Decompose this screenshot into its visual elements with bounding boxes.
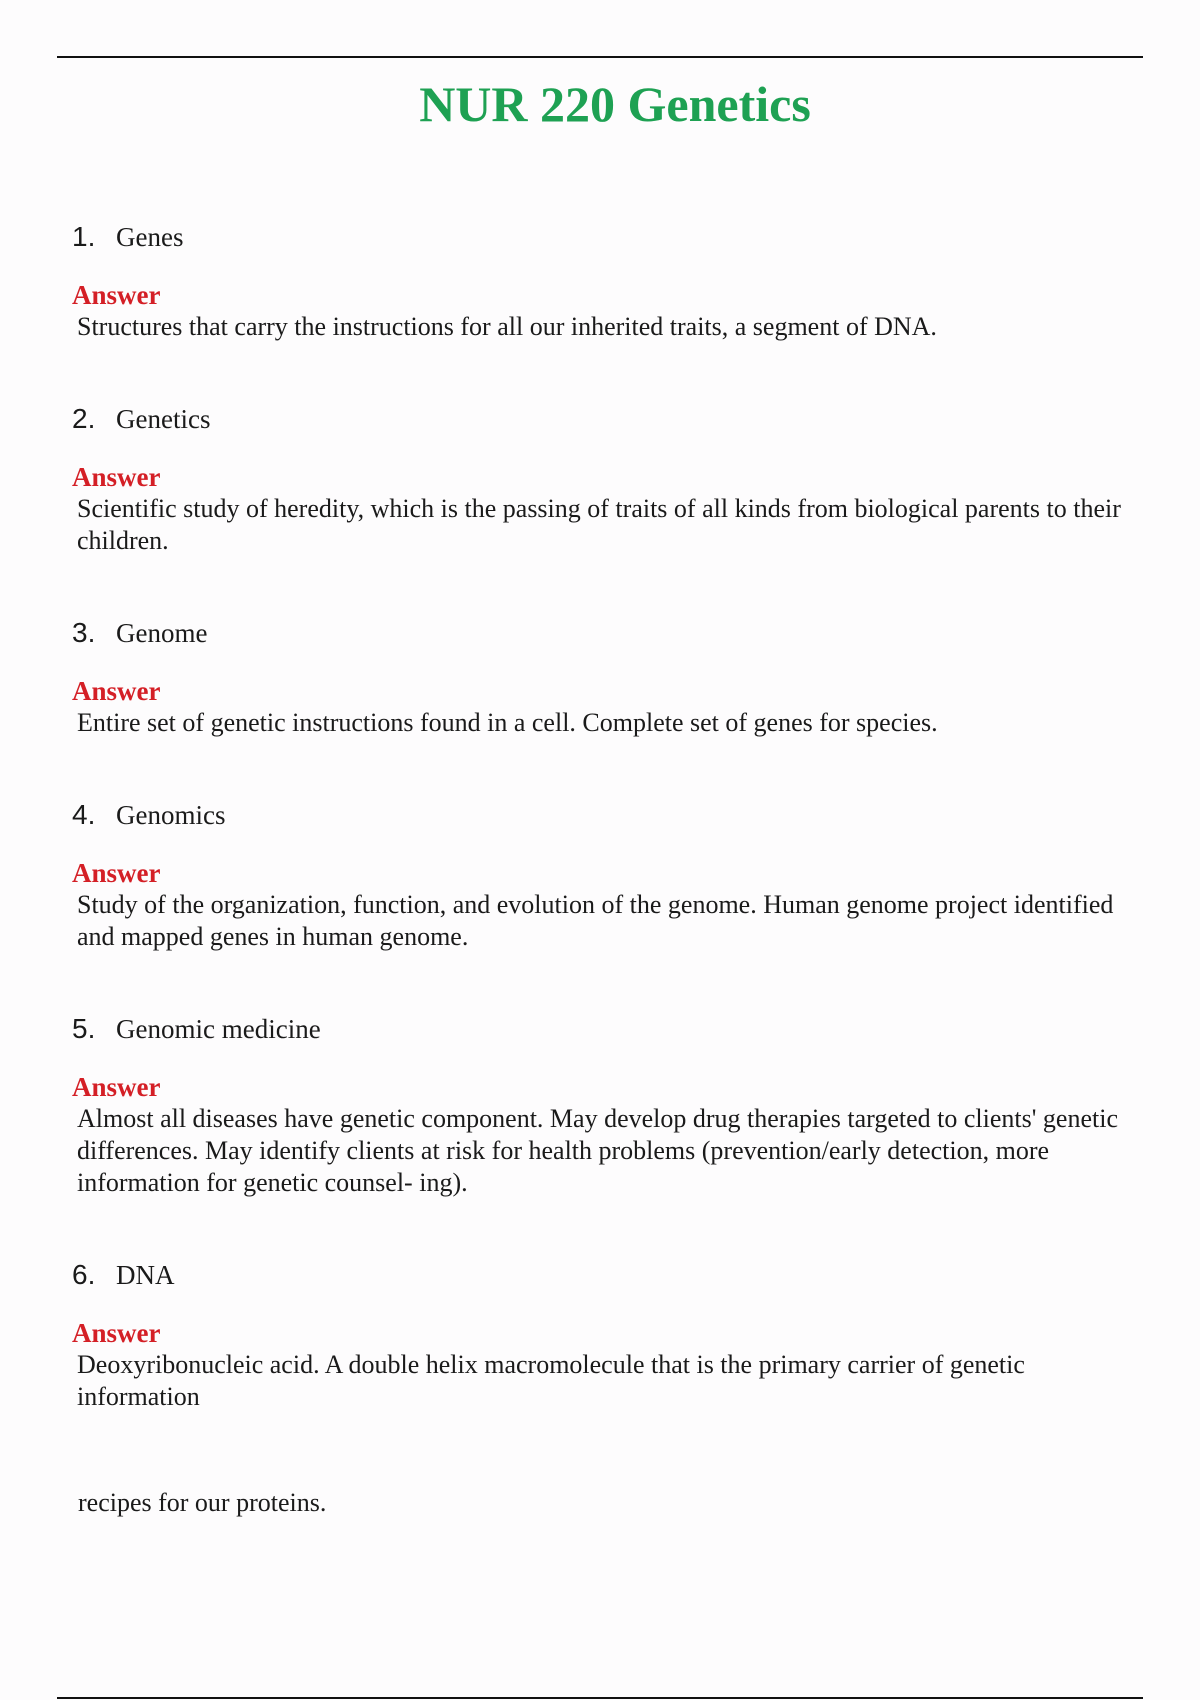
answer-label: Answer: [72, 462, 161, 492]
question-item-6: [72, 1258, 1147, 1413]
question-term: DNA: [116, 1260, 175, 1290]
question-term: Genes: [116, 222, 184, 252]
question-term: Genetics: [116, 404, 211, 434]
question-item-1: [72, 220, 1147, 343]
answer-text: Scientific study of heredity, which is the passing of traits of all kinds from biological parents to their children.: [77, 494, 1121, 555]
answer-label: Answer: [72, 858, 161, 888]
question: [72, 1012, 1147, 1046]
question-number: 4.: [72, 799, 96, 830]
bottom-rule: [57, 1697, 1143, 1699]
question-number: 6.: [72, 1259, 96, 1290]
question-number: 3.: [72, 617, 96, 648]
question: [72, 402, 1147, 436]
question: [72, 616, 1147, 650]
question-term: Genomics: [116, 800, 226, 830]
answer-text: Almost all diseases have genetic component. May develop drug therapies targeted to clients' genetic differences. May identify clients at risk for health problems (prevention/early detection, more information for genetic counsel- ing).: [77, 1104, 1118, 1197]
question-item-5: [72, 1012, 1147, 1199]
answer-label: Answer: [72, 676, 161, 706]
trailing-text: recipes for our proteins.: [78, 1488, 327, 1517]
question: [72, 1258, 1147, 1292]
answer-text: Structures that carry the instructions for all our inherited traits, a segment of DNA.: [77, 312, 937, 341]
question-number: 1.: [72, 221, 96, 252]
answer-label: Answer: [72, 1318, 161, 1348]
answer-text: Study of the organization, function, and evolution of the genome. Human genome project identified and mapped genes in human genome.: [77, 890, 1114, 951]
answer-label: Answer: [72, 280, 161, 310]
question-term: Genome: [116, 618, 208, 648]
question-item-2: [72, 402, 1147, 557]
question-term: Genomic medicine: [116, 1014, 321, 1044]
question: [72, 798, 1147, 832]
page-title: NUR 220 Genetics: [419, 76, 811, 132]
question-item-4: [72, 798, 1147, 953]
question-number: 2.: [72, 403, 96, 434]
answer-label: Answer: [72, 1072, 161, 1102]
question: [72, 220, 1147, 254]
answer-text: Deoxyribonucleic acid. A double helix macromolecule that is the primary carrier of genetic information: [77, 1350, 1025, 1411]
answer-text: Entire set of genetic instructions found in a cell. Complete set of genes for species.: [77, 708, 938, 737]
top-rule: [57, 56, 1143, 58]
question-item-3: [72, 616, 1147, 739]
question-number: 5.: [72, 1013, 96, 1044]
